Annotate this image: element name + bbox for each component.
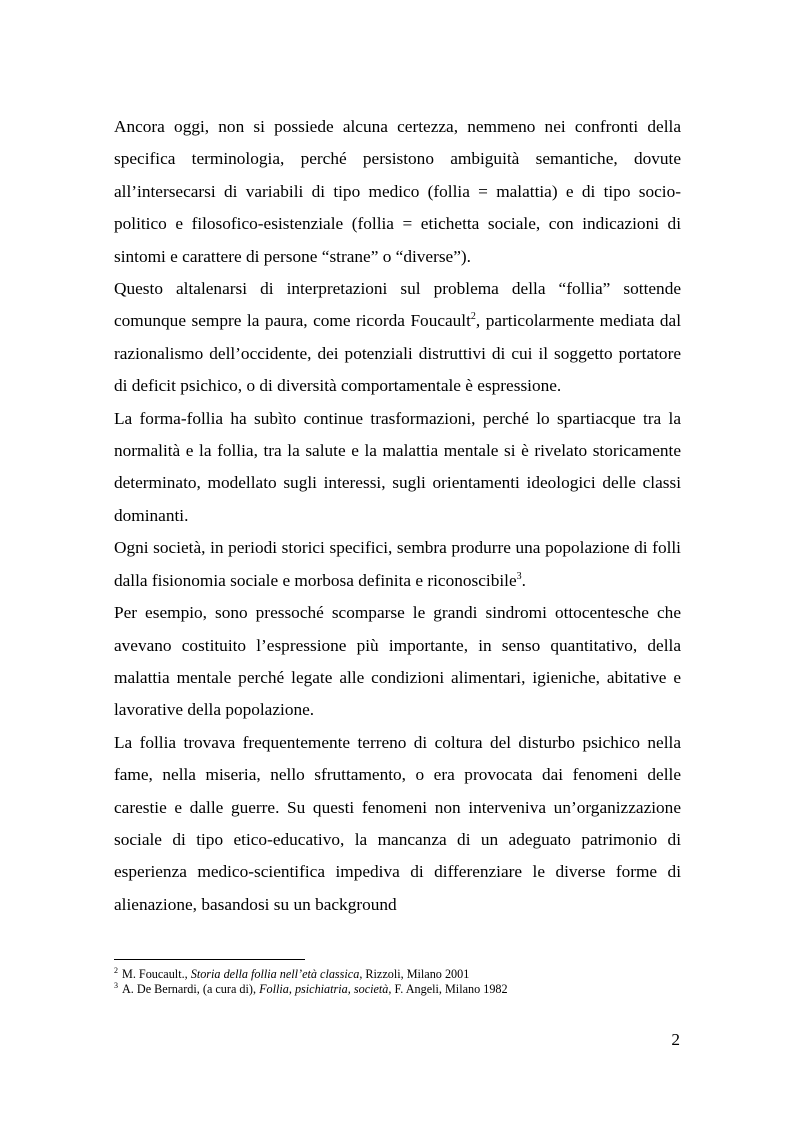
paragraph-6: [114, 727, 681, 921]
paragraph-4: [114, 532, 681, 597]
paragraph-2: [114, 273, 681, 403]
paragraph-text: La follia trovava frequentemente terreno di coltura del disturbo psichico nella fame, nella miseria, nello sfruttamento, o era provocata dai fenomeni delle carestie e dalle guerre. Su questi fenomeni non interveniva un’organizzazione sociale di tipo etico-educativo, la mancanza di un adeguato patrimonio di esperienza medico-scientifica impediva di differenziare le diverse forme di alienazione, basandosi su un background: [114, 732, 681, 914]
paragraph-text: Per esempio, sono pressoché scomparse le grandi sindromi ottocentesche che avevano costituito l’espressione più importante, in senso quantitativo, della malattia mentale perché legate alle condizioni alimentari, igieniche, abitative e lavorative della popolazione.: [114, 603, 681, 720]
footnote-title: Follia, psichiatria, società: [259, 982, 389, 996]
paragraph-5: [114, 597, 681, 727]
paragraph-text: Ancora oggi, non si possiede alcuna certezza, nemmeno nei confronti della specifica terminologia, perché persistono ambiguità semantiche, dovute all’intersecarsi di variabili di tipo medico (follia = malattia) e di tipo socio-politico e filosofico-esistenziale (follia = etichetta sociale, con indicazioni di sintomi e carattere di persone “strane” o “diverse”).: [114, 117, 681, 266]
page-number: 2: [671, 1030, 680, 1049]
footnote-3: [114, 982, 681, 997]
footnote-author: A. De Bernardi, (a cura di),: [122, 982, 260, 996]
paragraph-text: , particolarmente mediata dal razionalismo dell’occidente, dei potenziali distruttivi di cui il soggetto portatore di deficit psichico, o di diversità comportamentale è espressione.: [114, 311, 681, 396]
paragraph-text: .: [521, 570, 526, 590]
paragraph-text: Ogni società, in periodi storici specifici, sembra produrre una popolazione di folli dalla fisionomia sociale e morbosa definita e riconoscibile: [114, 538, 681, 590]
footnote-author: M. Foucault.,: [122, 967, 191, 981]
footnote-publisher: , F. Angeli, Milano 1982: [388, 982, 508, 996]
body-text: [114, 111, 681, 921]
footnote-separator: [114, 959, 305, 960]
paragraph-3: [114, 403, 681, 533]
footnote-number: 3: [114, 980, 118, 990]
paragraph-text: Questo altalenarsi di interpretazioni sul problema della “follia” sottende comunque sempre la paura, come ricorda Foucault: [114, 279, 681, 331]
footnotes: [114, 967, 681, 997]
footnote-title: Storia della follia nell’età classica: [190, 967, 360, 981]
footnote-number: 2: [114, 965, 118, 975]
footnote-reference[interactable]: 3: [516, 570, 522, 582]
footnote-publisher: , Rizzoli, Milano 2001: [359, 967, 470, 981]
paragraph-1: [114, 111, 681, 273]
footnote-2: [114, 967, 681, 982]
paragraph-text: La forma-follia ha subìto continue trasformazioni, perché lo spartiacque tra la normalità e la follia, tra la salute e la malattia mentale si è rivelato storicamente determinato, modellato sugli interessi, sugli orientamenti ideologici delle classi dominanti.: [114, 408, 681, 525]
footnote-reference[interactable]: 2: [470, 311, 476, 323]
